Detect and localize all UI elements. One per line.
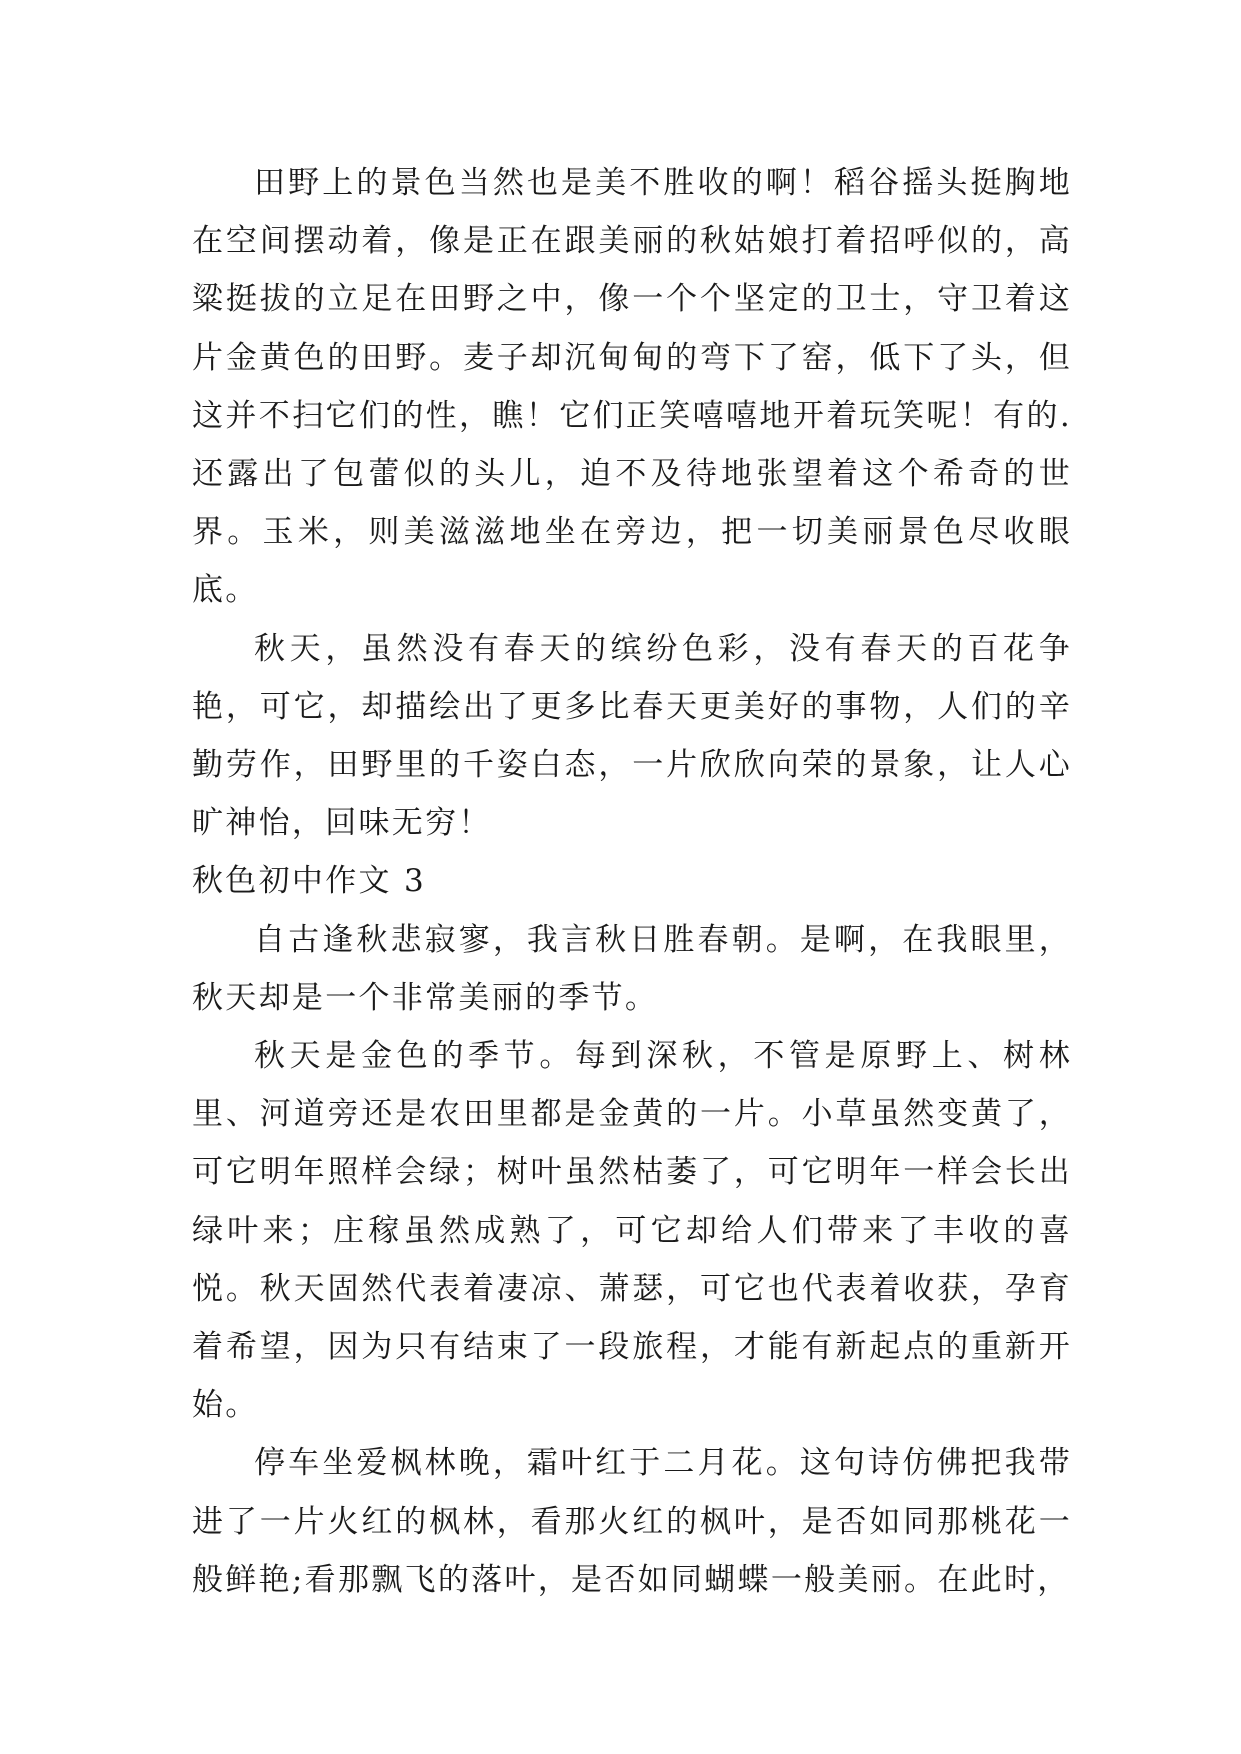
paragraph-autumn-summary: 秋天，虽然没有春天的缤纷色彩，没有春天的百花争艳，可它，却描绘出了更多比春天更美好的事物，人们的辛勤劳作，田野里的千姿白态，一片欣欣向荣的景象，让人心旷神怡，回味无穷！ [192, 630, 1072, 842]
paragraph-maple-forest: 停车坐爱枫林晚，霜叶红于二月花。这句诗仿佛把我带进了一片火红的枫林，看那火红的枫叶，是否如同那桃花一般鲜艳;看那飘飞的落叶，是否如同蝴蝶一般美丽。在此时， [192, 1445, 1072, 1598]
paragraph-field-scenery: 田野上的景色当然也是美不胜收的啊！稻谷摇头挺胸地在空间摆动着，像是正在跟美丽的秋姑娘打着招呼似的，高粱挺拔的立足在田野之中，像一个个坚定的卫士，守卫着这片金黄色的田野。麦子却沉甸甸的弯下了窑，低下了头，但这并不扫它们的性，瞧！它们正笑嘻嘻地开着玩笑呢！有的.还露出了包蕾似的头儿，迫不及待地张望着这个希奇的世界。玉米，则美滋滋地坐在旁边，把一切美丽景色尽收眼底。 [192, 165, 1072, 609]
essay-body [192, 154, 1072, 1609]
essay-section-title: 秋色初中作文 3 [192, 863, 426, 900]
paragraph-opening-poem: 自古逢秋悲寂寥，我言秋日胜春朝。是啊，在我眼里，秋天却是一个非常美丽的季节。 [192, 921, 1072, 1016]
paragraph-golden-season: 秋天是金色的季节。每到深秋，不管是原野上、树林里、河道旁还是农田里都是金黄的一片。小草虽然变黄了，可它明年照样会绿；树叶虽然枯萎了，可它明年一样会长出绿叶来；庄稼虽然成熟了，可它却给人们带来了丰收的喜悦。秋天固然代表着凄凉、萧瑟，可它也代表着收获，孕育着希望，因为只有结束了一段旅程，才能有新起点的重新开始。 [192, 1038, 1072, 1424]
